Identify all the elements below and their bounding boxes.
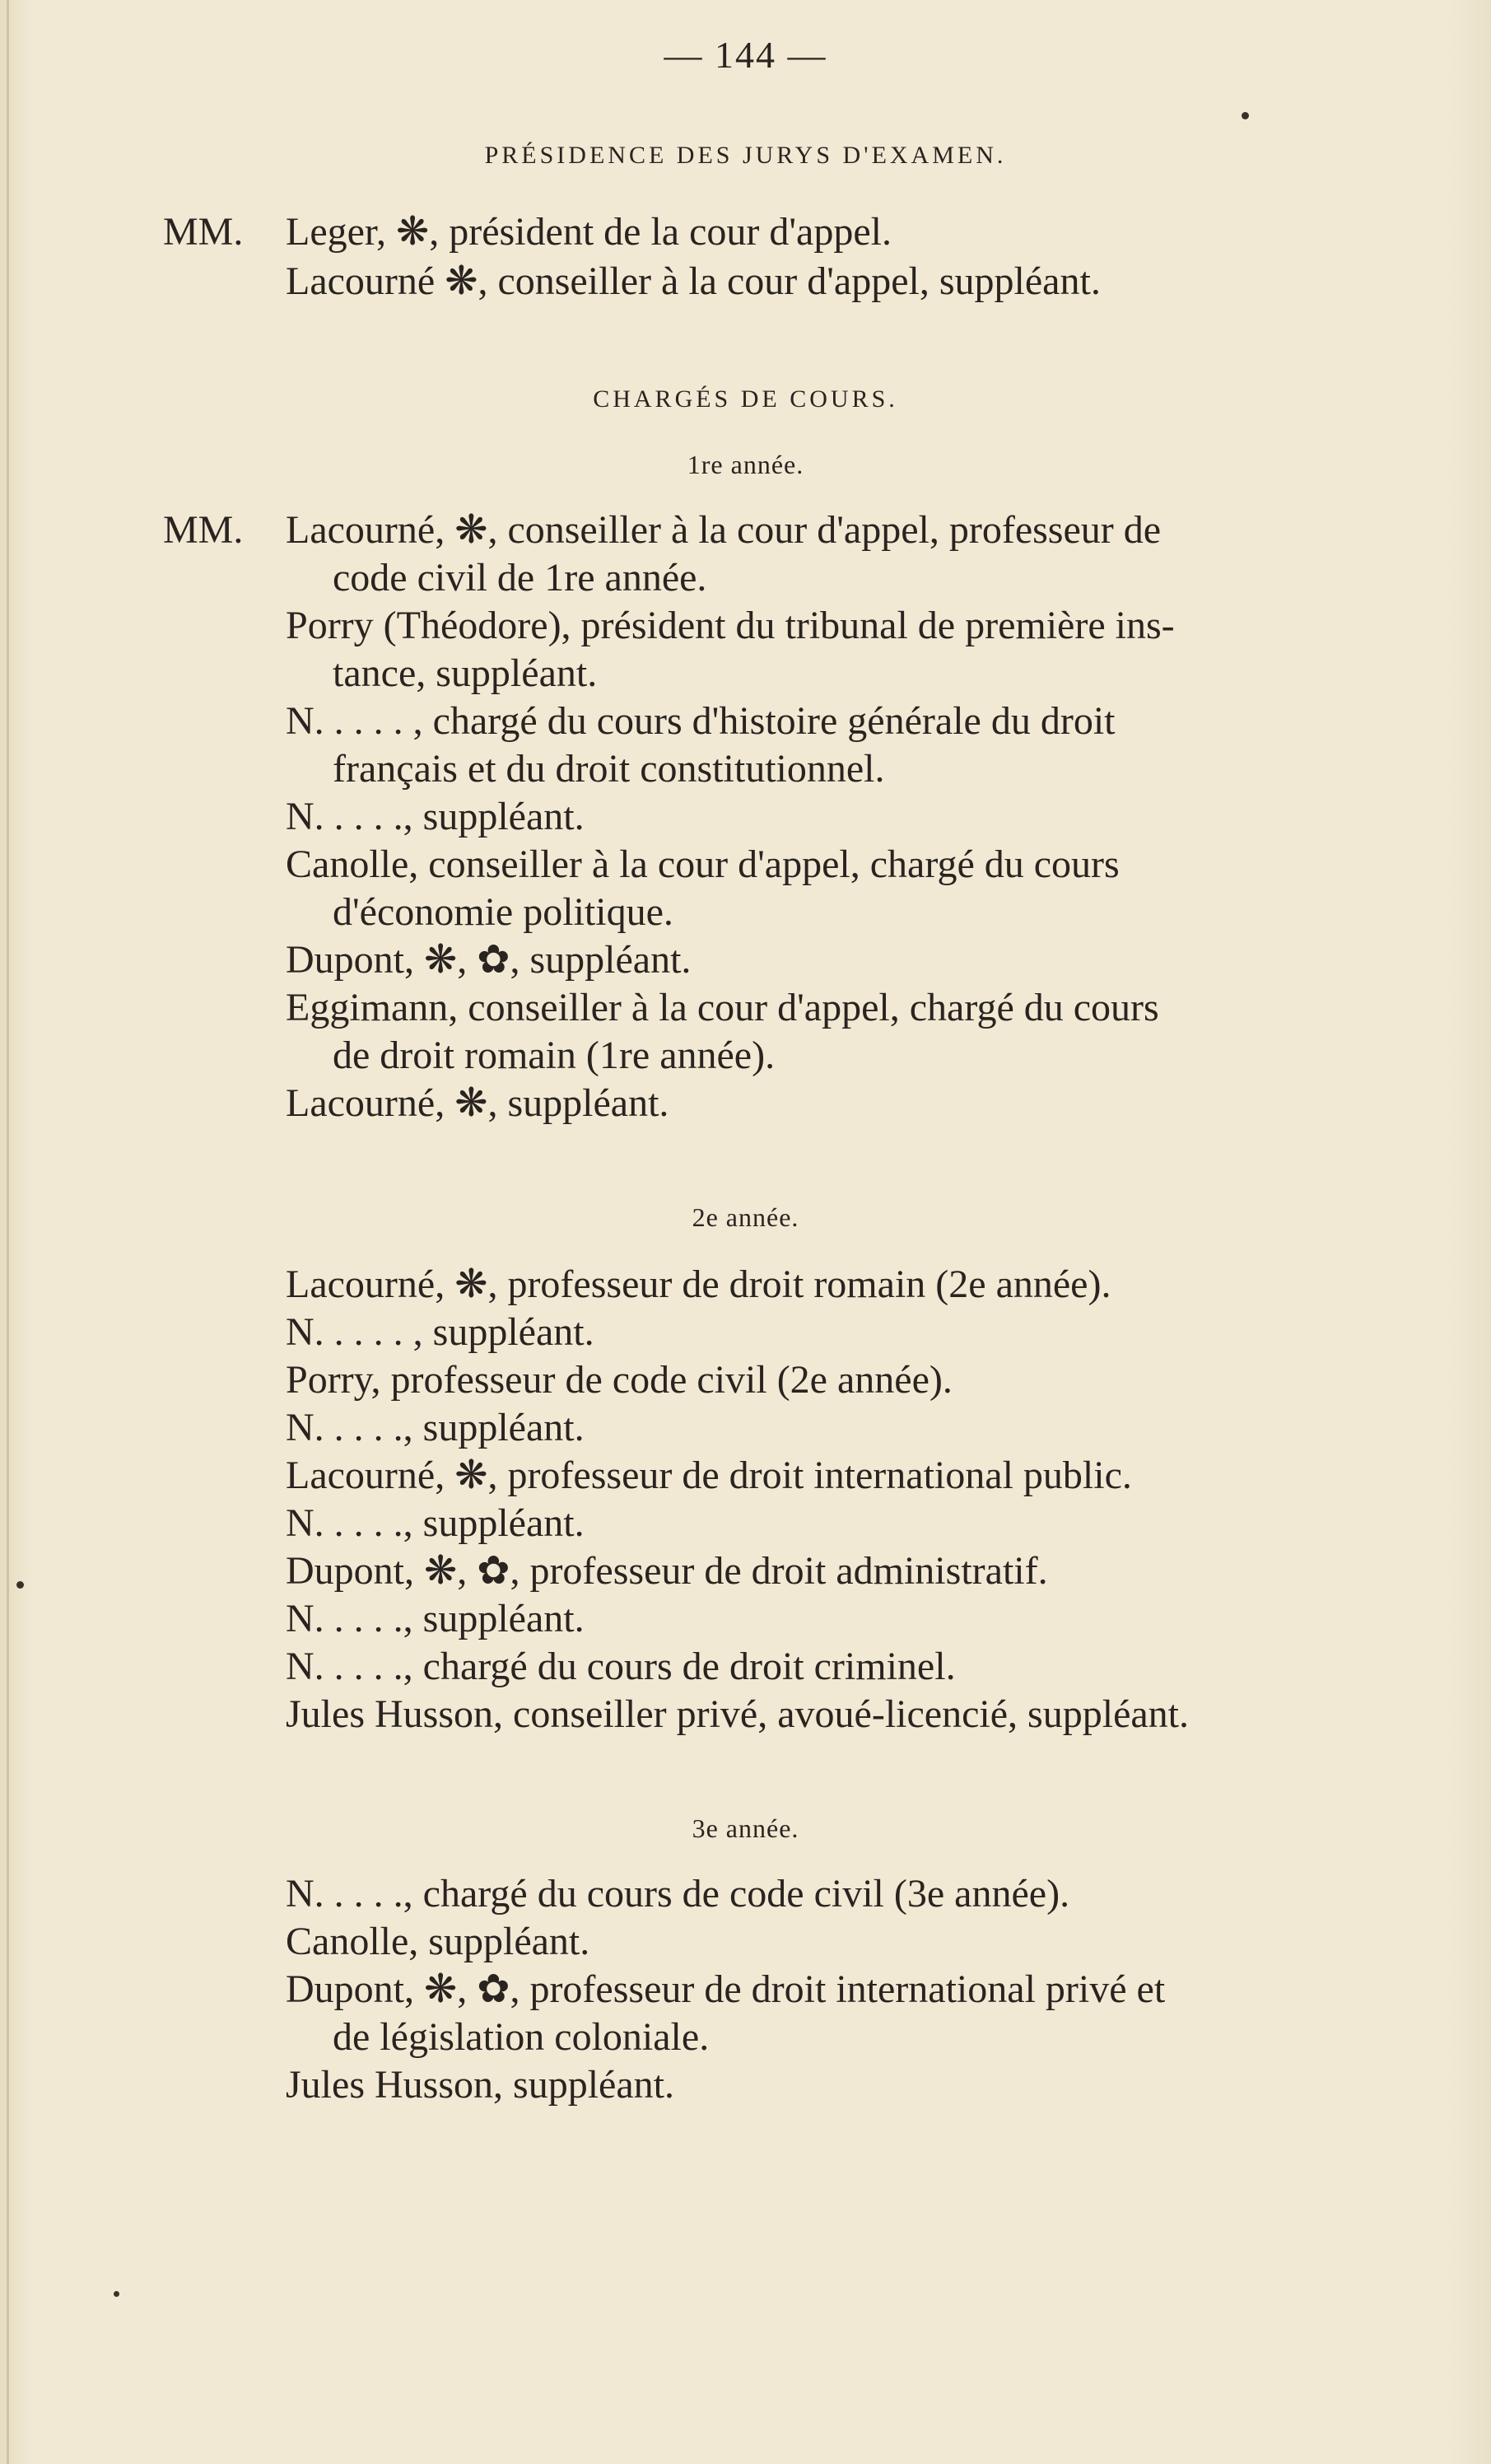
year2-line: Dupont, ❋, ✿, professeur de droit administratif. (286, 1549, 1048, 1593)
year3-line: Canolle, suppléant. (286, 1920, 590, 1963)
year1-line: code civil de 1re année. (333, 556, 707, 600)
year1-line: Porry (Théodore), président du tribunal de première ins- (286, 604, 1175, 647)
year2-line: Lacourné, ❋, professeur de droit international public. (286, 1454, 1132, 1497)
jury-prefix: MM. (163, 210, 244, 254)
year2-line: Lacourné, ❋, professeur de droit romain (2e année). (286, 1262, 1111, 1306)
year1-line: Canolle, conseiller à la cour d'appel, chargé du cours (286, 842, 1120, 886)
jury-line-2: Lacourné ❋, conseiller à la cour d'appel, suppléant. (286, 259, 1101, 303)
year1-line: de droit romain (1re année). (333, 1034, 776, 1077)
year2-heading: 2e année. (692, 1202, 799, 1232)
year1-line: Eggimann, conseiller à la cour d'appel, chargé du cours (286, 986, 1159, 1029)
ink-speck (16, 1581, 24, 1589)
year1-line: Lacourné, ❋, suppléant. (286, 1081, 669, 1125)
year1-line: Lacourné, ❋, conseiller à la cour d'appel, professeur de (286, 508, 1162, 552)
year1-line: Dupont, ❋, ✿, suppléant. (286, 938, 692, 982)
section-title-jurys: PRÉSIDENCE DES JURYS D'EXAMEN. (484, 142, 1007, 169)
year1-prefix: MM. (163, 508, 244, 552)
year1-line: français et du droit constitutionnel. (333, 747, 885, 791)
year3-line: N. . . . ., chargé du cours de code civil (3e année). (286, 1872, 1070, 1916)
year2-line: N. . . . ., suppléant. (286, 1406, 585, 1449)
year3-line: Dupont, ❋, ✿, professeur de droit international privé et (286, 1967, 1166, 2011)
ink-speck (114, 2291, 119, 2297)
year3-line: de législation coloniale. (333, 2015, 710, 2059)
year1-line: N. . . . ., suppléant. (286, 795, 585, 838)
year2-line: N. . . . . , suppléant. (286, 1310, 594, 1354)
year2-line: N. . . . ., suppléant. (286, 1597, 585, 1640)
year2-line: Jules Husson, conseiller privé, avoué-licencié, suppléant. (286, 1692, 1190, 1736)
section-title-charges: CHARGÉS DE COURS. (593, 385, 898, 413)
year1-line: tance, suppléant. (333, 651, 598, 695)
year2-line: N. . . . ., suppléant. (286, 1501, 585, 1545)
ink-speck (1242, 112, 1249, 119)
year1-line: d'économie politique. (333, 890, 673, 934)
year2-line: N. . . . ., chargé du cours de droit criminel. (286, 1645, 956, 1688)
year3-line: Jules Husson, suppléant. (286, 2063, 674, 2107)
jury-line-1: Leger, ❋, président de la cour d'appel. (286, 210, 892, 254)
page-number: — 144 — (664, 34, 827, 76)
year1-line: N. . . . . , chargé du cours d'histoire générale du droit (286, 699, 1116, 743)
year3-heading: 3e année. (692, 1813, 799, 1843)
year2-line: Porry, professeur de code civil (2e année). (286, 1358, 953, 1402)
year1-heading: 1re année. (687, 450, 804, 479)
